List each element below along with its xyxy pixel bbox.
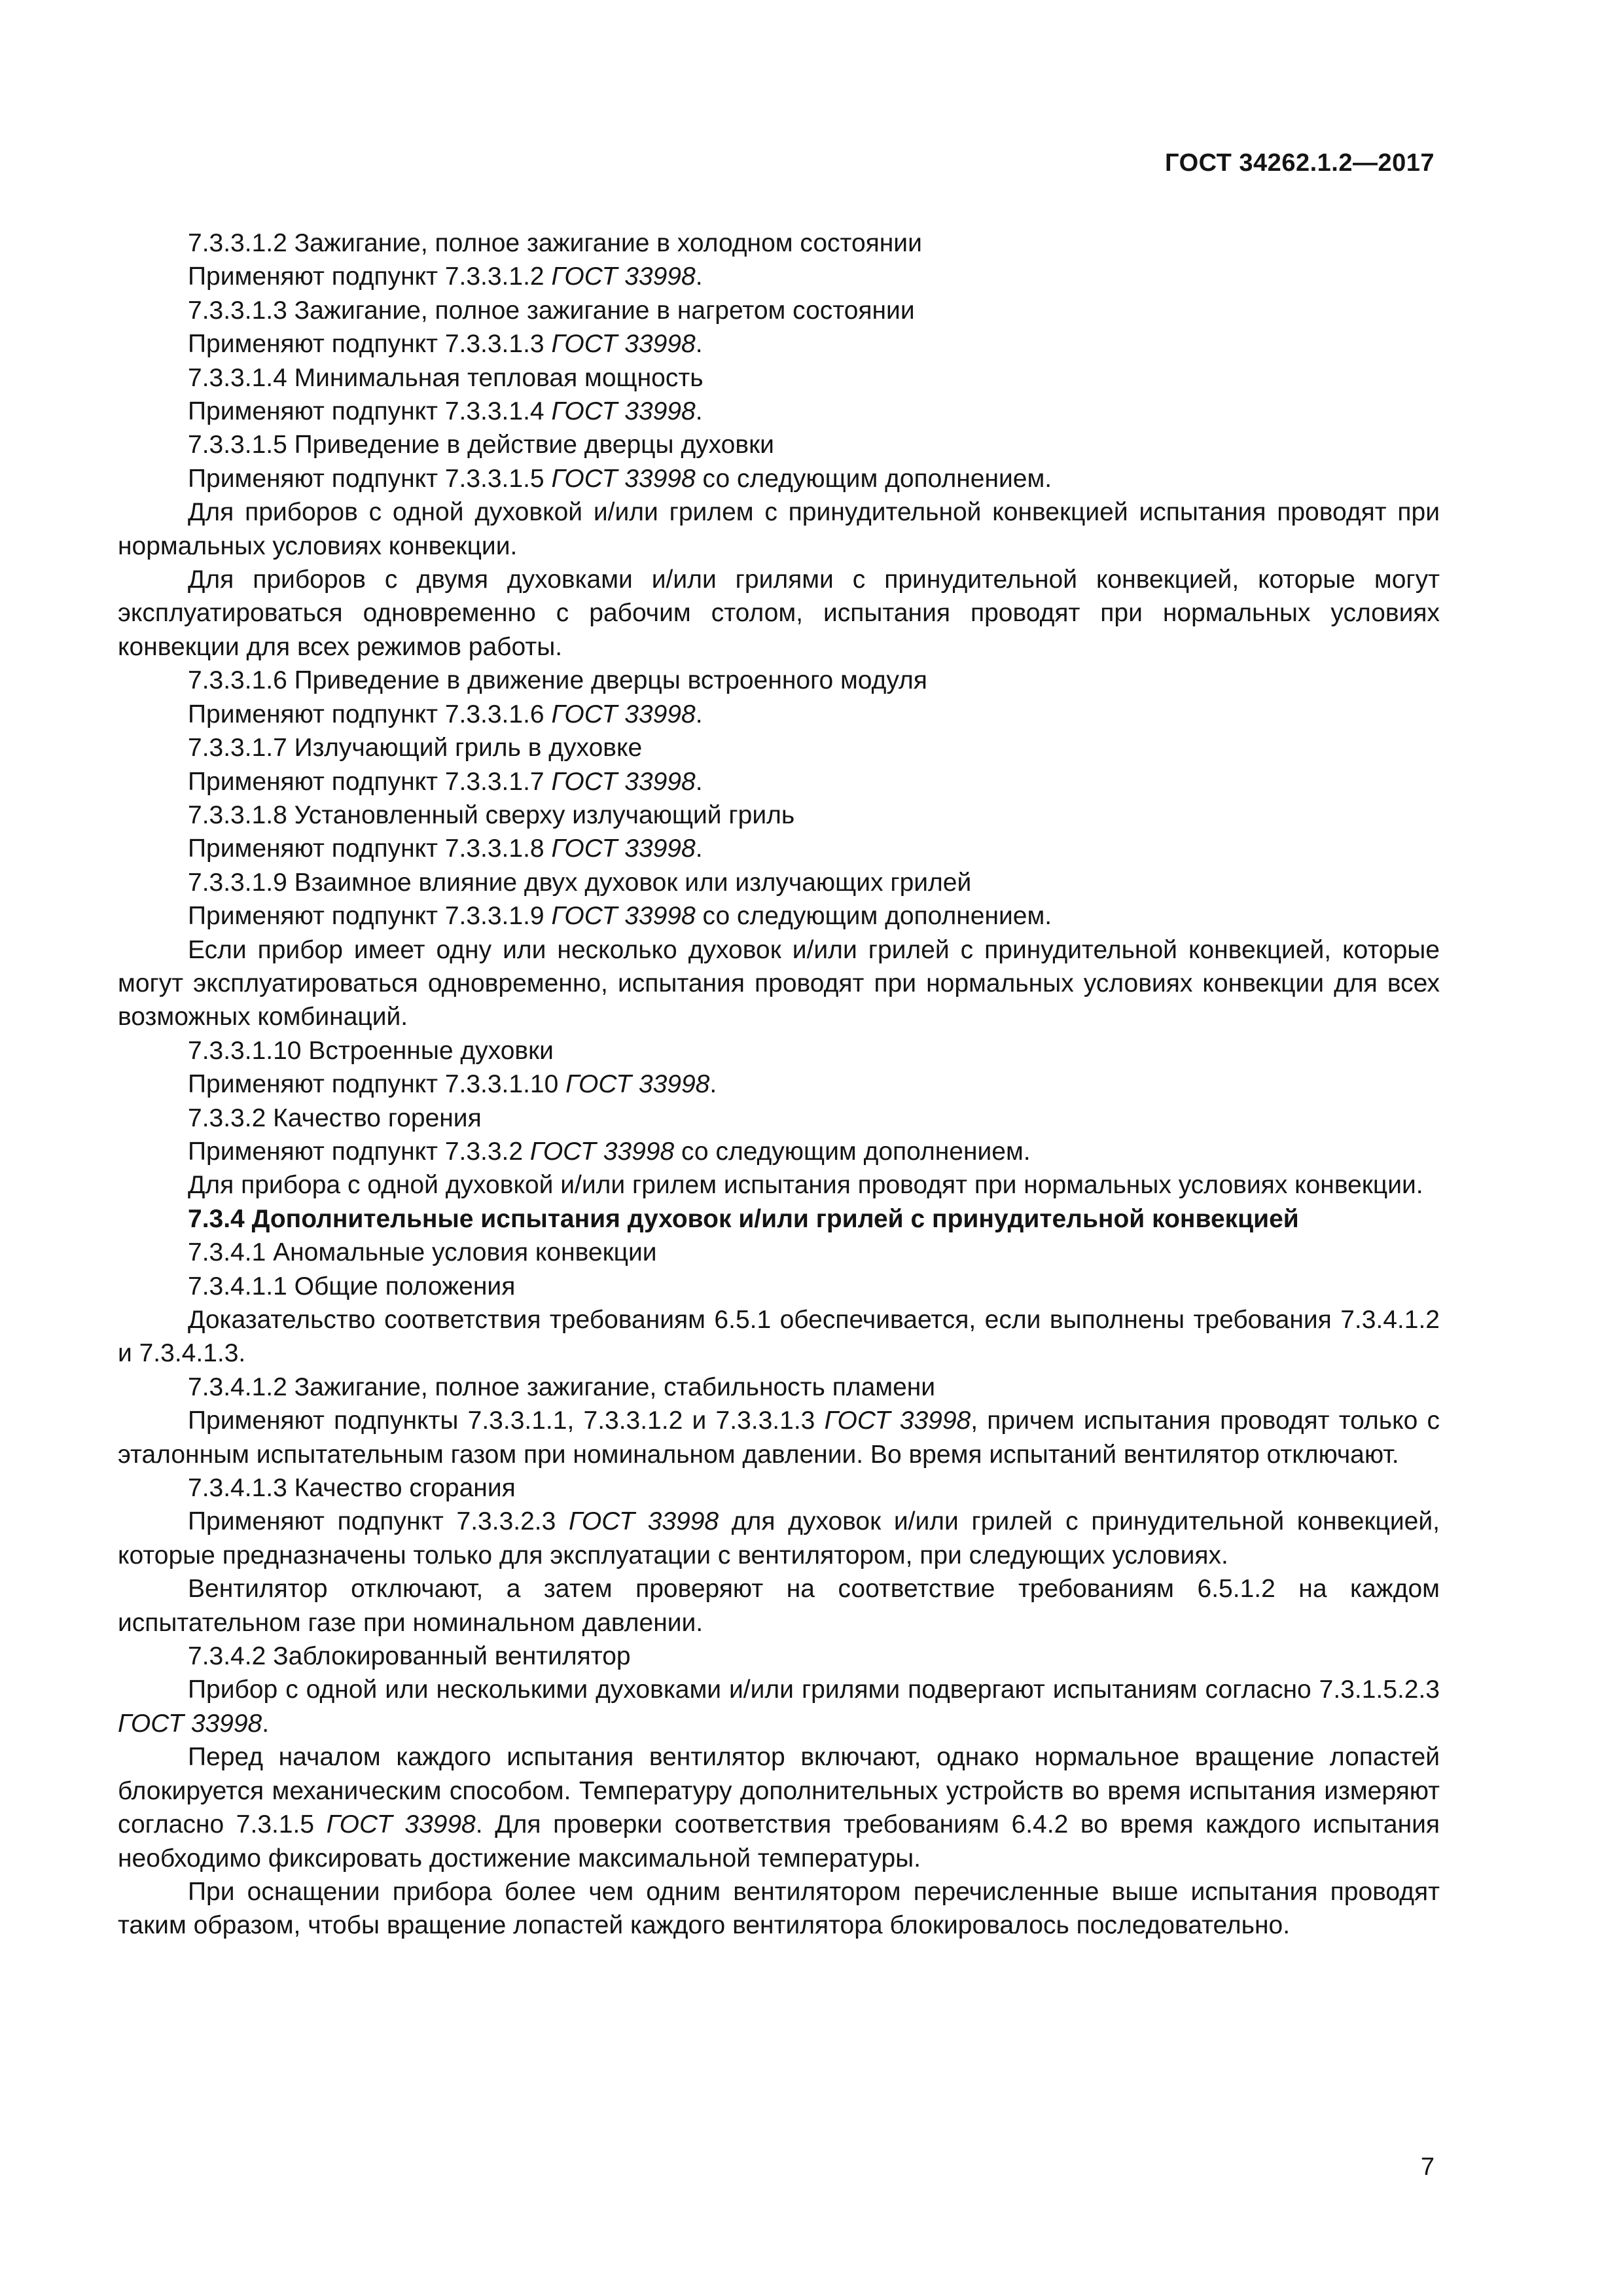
paragraph — [118, 1740, 1440, 1875]
paragraph-text: . — [695, 767, 703, 796]
paragraph-text: Доказательство соответствия требованиям 6.5.1 обеспечивается, если выполнены требования 7.3.4.1.2 и 7.3.4.1.3. — [118, 1306, 1440, 1368]
paragraph — [118, 294, 1440, 327]
paragraph — [118, 866, 1440, 899]
paragraph-text: 7.3.3.1.4 Минимальная тепловая мощность — [188, 363, 704, 392]
paragraph-text: 7.3.3.1.3 Зажигание, полное зажигание в нагретом состоянии — [188, 296, 915, 325]
paragraph — [118, 1640, 1440, 1673]
paragraph — [118, 1471, 1440, 1505]
paragraph — [118, 428, 1440, 461]
paragraph — [118, 1236, 1440, 1269]
paragraph-text: Для приборов с двумя духовками и/или грилями с принудительной конвекцией, которые могут эксплуатироваться одновременно с рабочим столом, испытания проводят при нормальных условиях конвекции для всех режимов работы. — [118, 565, 1440, 661]
paragraph-text: Прибор с одной или несколькими духовками и/или грилями подвергают испытаниям согласно 7.3.1.5.2.3 — [188, 1676, 1440, 1704]
paragraph — [118, 1135, 1440, 1168]
paragraph-text: Вентилятор отключают, а затем проверяют на соответствие требованиям 6.5.1.2 на каждом испытательном газе при номинальном давлении. — [118, 1575, 1440, 1637]
paragraph-text: . — [695, 834, 703, 863]
paragraph-text: Применяют подпункт 7.3.3.1.6 — [188, 700, 552, 728]
paragraph-text: . Для проверки соответствия требованиям 6.4.2 во время каждого испытания необходимо фиксировать достижение максимальной температуры. — [118, 1810, 1440, 1873]
paragraph — [118, 1572, 1440, 1640]
paragraph-text: При оснащении прибора более чем одним вентилятором перечисленные выше испытания проводят таким образом, чтобы вращение лопастей каждого вентилятора блокировалось последовательно. — [118, 1877, 1440, 1940]
paragraph — [118, 899, 1440, 933]
paragraph-text: Применяют подпункт 7.3.3.1.8 — [188, 834, 552, 863]
standard-reference: ГОСТ 33998 — [551, 330, 696, 359]
paragraph — [118, 1034, 1440, 1067]
paragraph — [118, 226, 1440, 260]
paragraph-text: 7.3.4.1.3 Качество сгорания — [188, 1474, 516, 1503]
standard-reference: ГОСТ 33998 — [551, 700, 696, 728]
document-body — [118, 226, 1440, 1943]
paragraph — [118, 798, 1440, 832]
paragraph-text: Для прибора с одной духовкой и/или грилем испытания проводят при нормальных условиях конвекции. — [188, 1171, 1423, 1200]
paragraph-text: со следующим дополнением. — [695, 902, 1052, 931]
paragraph-text: Если прибор имеет одну или несколько духовок и/или грилей с принудительной конвекцией, которые могут эксплуатироваться одновременно, испытания проводят при нормальных условиях конвекции для всех возможных комбинаций. — [118, 935, 1440, 1031]
paragraph-text: для духовок и/или грилей с принудительной конвекцией, которые предназначены только для эксплуатации с вентилятором, при следующих условиях. — [118, 1507, 1440, 1570]
paragraph — [118, 933, 1440, 1034]
paragraph-text: Применяют подпункт 7.3.3.1.3 — [188, 330, 552, 359]
paragraph — [118, 1202, 1440, 1236]
standard-reference: ГОСТ 33998 — [824, 1407, 971, 1435]
paragraph-text: со следующим дополнением. — [695, 464, 1052, 493]
paragraph-text: Применяют подпункт 7.3.3.1.5 — [188, 464, 552, 493]
paragraph — [118, 327, 1440, 361]
paragraph — [118, 260, 1440, 293]
paragraph-text: со следующим дополнением. — [674, 1137, 1031, 1166]
paragraph-text: 7.3.4.1.2 Зажигание, полное зажигание, стабильность пламени — [188, 1372, 936, 1401]
paragraph — [118, 1404, 1440, 1471]
standard-reference: ГОСТ 33998 — [569, 1507, 719, 1536]
paragraph-text: . — [695, 700, 703, 728]
paragraph — [118, 462, 1440, 495]
standard-reference: ГОСТ 33998 — [326, 1810, 476, 1839]
paragraph — [118, 731, 1440, 764]
paragraph-text: 7.3.3.1.10 Встроенные духовки — [188, 1036, 554, 1065]
paragraph-text: 7.3.3.1.7 Излучающий гриль в духовке — [188, 734, 643, 762]
paragraph — [118, 1168, 1440, 1202]
paragraph-text: 7.3.4.1 Аномальные условия конвекции — [188, 1238, 657, 1267]
paragraph-text: . — [262, 1709, 270, 1738]
standard-reference: ГОСТ 33998 — [551, 262, 696, 291]
paragraph — [118, 563, 1440, 664]
paragraph-text: 7.3.3.1.6 Приведение в движение дверцы встроенного модуля — [188, 666, 927, 695]
paragraph-text: Применяют подпункт 7.3.3.2 — [188, 1137, 530, 1166]
paragraph — [118, 395, 1440, 428]
paragraph-text: Применяют подпункт 7.3.3.1.4 — [188, 397, 552, 426]
paragraph-text: Для приборов с одной духовкой и/или грилем с принудительной конвекцией испытания проводят при нормальных условиях конвекции. — [118, 498, 1440, 560]
paragraph-text: 7.3.4 Дополнительные испытания духовок и/или грилей с принудительной конвекцией — [188, 1204, 1299, 1233]
paragraph — [118, 1270, 1440, 1303]
standard-reference: ГОСТ 33998 — [551, 767, 696, 796]
paragraph — [118, 1371, 1440, 1404]
paragraph-text: Применяют подпункт 7.3.3.1.7 — [188, 767, 552, 796]
paragraph — [118, 664, 1440, 697]
paragraph-text: Применяют подпункт 7.3.3.1.10 — [188, 1070, 566, 1099]
paragraph — [118, 1303, 1440, 1371]
standard-reference: ГОСТ 33998 — [551, 397, 696, 426]
paragraph-text: Применяют подпункты 7.3.3.1.1, 7.3.3.1.2 и 7.3.3.1.3 — [188, 1407, 825, 1435]
paragraph — [118, 832, 1440, 865]
paragraph — [118, 1102, 1440, 1135]
paragraph — [118, 1505, 1440, 1572]
paragraph — [118, 698, 1440, 731]
paragraph — [118, 1067, 1440, 1101]
standard-reference: ГОСТ 33998 — [551, 464, 696, 493]
paragraph-text: 7.3.3.1.9 Взаимное влияние двух духовок или излучающих грилей — [188, 868, 972, 897]
paragraph-text: 7.3.4.2 Заблокированный вентилятор — [188, 1642, 631, 1671]
paragraph-text: 7.3.4.1.1 Общие положения — [188, 1272, 516, 1300]
paragraph-text: 7.3.3.1.8 Установленный сверху излучающий гриль — [188, 800, 795, 829]
paragraph — [118, 1875, 1440, 1943]
paragraph-text: , причем испытания проводят только с эталонным испытательным газом при номинальном давлении. Во время испытаний вентилятор отключают. — [118, 1407, 1440, 1469]
paragraph — [118, 495, 1440, 563]
page-number: 7 — [1420, 2153, 1435, 2181]
paragraph — [118, 361, 1440, 395]
standard-designation: ГОСТ 34262.1.2—2017 — [1165, 149, 1435, 177]
standard-reference: ГОСТ 33998 — [118, 1709, 262, 1738]
paragraph — [118, 765, 1440, 798]
paragraph-text: Применяют подпункт 7.3.3.1.9 — [188, 902, 552, 931]
paragraph — [118, 1673, 1440, 1740]
paragraph-text: 7.3.3.2 Качество горения — [188, 1103, 482, 1132]
paragraph-text: 7.3.3.1.5 Приведение в действие дверцы духовки — [188, 431, 774, 459]
paragraph-text: Применяют подпункт 7.3.3.2.3 — [188, 1507, 569, 1536]
standard-reference: ГОСТ 33998 — [551, 902, 696, 931]
paragraph-text: 7.3.3.1.2 Зажигание, полное зажигание в холодном состоянии — [188, 229, 922, 257]
standard-reference: ГОСТ 33998 — [551, 834, 696, 863]
paragraph-text: Применяют подпункт 7.3.3.1.2 — [188, 262, 552, 291]
standard-reference: ГОСТ 33998 — [565, 1070, 710, 1099]
standard-reference: ГОСТ 33998 — [529, 1137, 675, 1166]
paragraph-text: Перед началом каждого испытания вентилятор включают, однако нормальное вращение лопастей блокируется механическим способом. Температуру дополнительных устройств во время испытания измеряют согласно 7.3.1.5 — [118, 1743, 1440, 1839]
paragraph-text: . — [709, 1070, 717, 1099]
paragraph-text: . — [695, 262, 703, 291]
paragraph-text: . — [695, 397, 703, 426]
paragraph-text: . — [695, 330, 703, 359]
